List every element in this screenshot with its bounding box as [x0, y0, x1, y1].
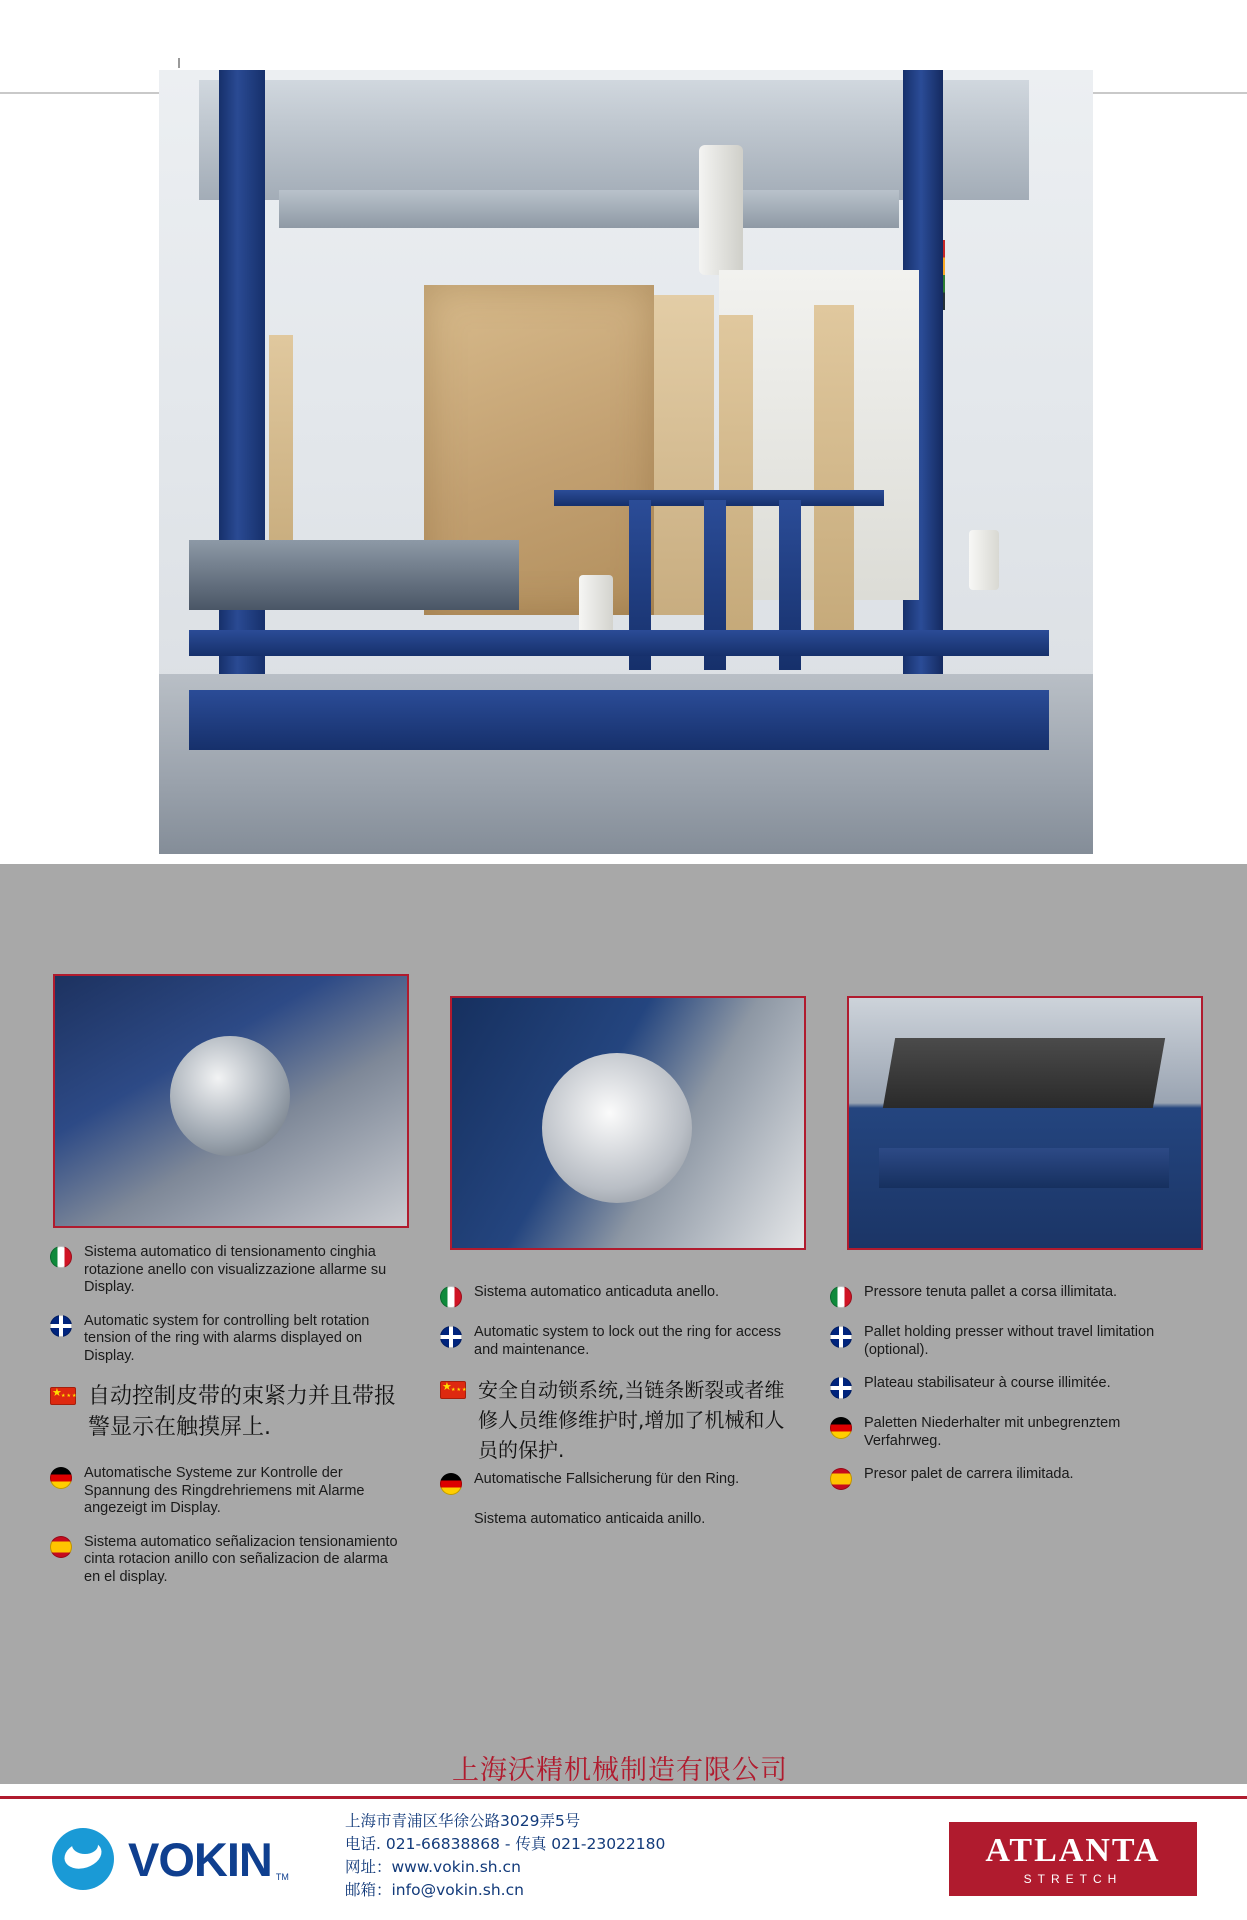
spain-flag-icon [50, 1536, 72, 1558]
caption-text: Plateau stabilisateur à course illimitée. [864, 1375, 1111, 1391]
uk-flag-icon [50, 1315, 72, 1337]
germany-flag-icon [50, 1467, 72, 1489]
atlanta-subtitle: STRETCH [1023, 1872, 1123, 1886]
footer-divider [0, 1796, 1247, 1799]
thumbnail-belt-tensioning [53, 974, 409, 1228]
caption-text: Paletten Niederhalter mit unbegrenztem Verfahrweg. [864, 1415, 1121, 1449]
caption-text: Sistema automatico anticaduta anello. [474, 1284, 720, 1300]
phone-line: 电话. 021-66838868 - 传真 021-23022180 [345, 1835, 666, 1853]
caption-column-ring-lock [440, 1284, 790, 1545]
plank-right [814, 305, 854, 655]
caption-text: Automatic system for controlling belt rotation tension of the ring with alarms displayed on Display. [84, 1312, 370, 1364]
base-frame [189, 690, 1049, 750]
china-flag-icon [440, 1381, 466, 1399]
atlanta-stretch-logo [949, 1822, 1197, 1896]
address-line: 上海市青浦区华徐公路3029弄5号 [345, 1812, 581, 1830]
film-roll [699, 145, 743, 275]
company-name-cn: 上海沃精机械制造有限公司 [452, 1755, 788, 1786]
caption-text: 安全自动锁系统,当链条断裂或者维修人员维修维护时,增加了机械和人员的保护. [478, 1378, 785, 1462]
caption-column-belt-tension [50, 1244, 400, 1602]
china-flag-icon [50, 1387, 76, 1405]
vokin-wordmark: VOKIN [128, 1832, 272, 1886]
header-rule-right [1087, 92, 1247, 94]
thumbnail-pallet-presser [847, 996, 1203, 1250]
caption-text: Pallet holding presser without travel limitation (optional). [864, 1324, 1155, 1358]
caption-text-spanish: Sistema automatico anticaida anillo. [474, 1511, 706, 1527]
ring-carriage [279, 190, 899, 228]
italy-flag-icon [440, 1286, 462, 1308]
caption-item [440, 1471, 790, 1495]
caption-item [50, 1244, 400, 1297]
caption-item [830, 1284, 1180, 1308]
france-flag-icon [830, 1377, 852, 1399]
website-line[interactable]: 网址：www.vokin.sh.cn [345, 1858, 521, 1876]
caption-item [50, 1465, 400, 1518]
thumbnail-ring-lock [450, 996, 806, 1250]
caption-text: Pressore tenuta pallet a corsa illimitata. [864, 1284, 1118, 1300]
spain-flag-icon [830, 1468, 852, 1490]
caption-text: Automatische Systeme zur Kontrolle der Spannung des Ringdrehriemens mit Alarme angezeigt im Display. [84, 1465, 365, 1516]
italy-flag-icon [50, 1246, 72, 1268]
caption-item [440, 1284, 790, 1308]
caption-item [50, 1313, 400, 1366]
email-line[interactable]: 邮箱：info@vokin.sh.cn [345, 1881, 524, 1899]
pneumatic-cylinder-2 [969, 530, 999, 590]
caption-item [50, 1534, 400, 1587]
thumbnail-row [50, 974, 1200, 1224]
features-section [0, 864, 1247, 1784]
caption-item [830, 1324, 1180, 1359]
germany-flag-icon [830, 1417, 852, 1439]
uk-flag-icon [830, 1326, 852, 1348]
caption-text: Automatische Fallsicherung für den Ring. [474, 1471, 740, 1487]
caption-text: Automatic system to lock out the ring for access and maintenance. [474, 1324, 782, 1358]
header-rule-left [0, 92, 160, 94]
caption-text: Presor palet de carrera ilimitada. [864, 1466, 1074, 1482]
caption-item [440, 1324, 790, 1359]
top-photo-band [0, 0, 1247, 864]
uk-flag-icon [440, 1326, 462, 1348]
caption-column-pallet-presser [830, 1284, 1180, 1506]
vokin-logo [52, 1828, 289, 1890]
caption-item [440, 1375, 790, 1465]
caption-item [830, 1375, 1180, 1399]
caption-item [50, 1381, 400, 1443]
frame-column-left [219, 70, 265, 770]
vokin-logo-icon [52, 1828, 114, 1890]
crop-mark [178, 58, 180, 68]
page-footer [0, 1755, 1247, 1920]
caption-text: 自动控制皮带的束紧力并且带报警显示在触摸屏上. [88, 1384, 397, 1440]
caption-text: Sistema automatico señalizacion tensionamiento cinta rotacion anillo con señalizacion de alarma en el display. [84, 1533, 398, 1585]
atlanta-wordmark: ATLANTA [985, 1832, 1161, 1869]
caption-item [830, 1466, 1180, 1490]
infeed-conveyor [189, 540, 519, 610]
contact-block [345, 1810, 665, 1902]
hero-machine-photo [159, 70, 1093, 854]
germany-flag-icon [440, 1473, 462, 1495]
italy-flag-icon [830, 1286, 852, 1308]
base-rail-upper [189, 630, 1049, 656]
caption-text: Sistema automatico di tensionamento cinghia rotazione anello con visualizzazione allarme su Display. [84, 1244, 387, 1295]
trademark-label: TM [275, 1872, 289, 1882]
caption-item [830, 1415, 1180, 1450]
